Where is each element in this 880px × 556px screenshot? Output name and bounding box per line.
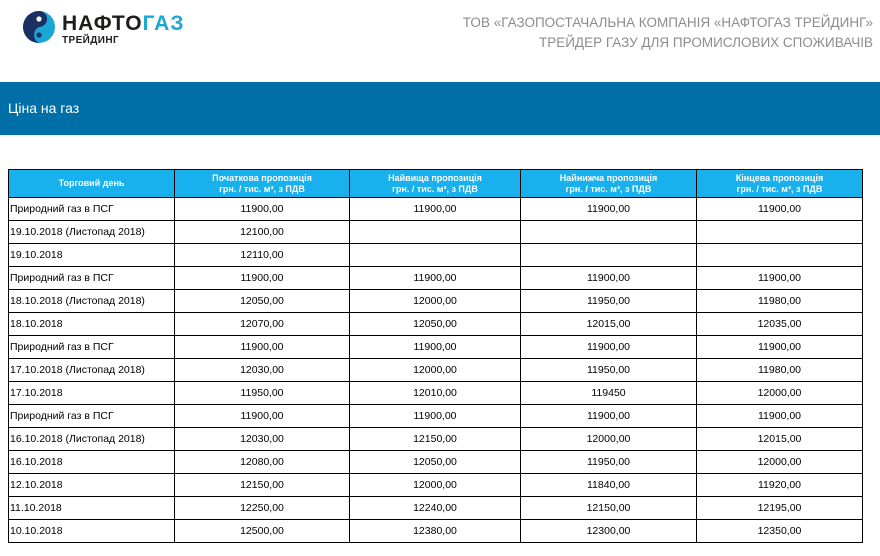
cell-initial-offer: 12030,00: [175, 359, 350, 382]
cell-final-offer: 12015,00: [697, 428, 863, 451]
cell-trading-day: 18.10.2018: [9, 313, 175, 336]
cell-highest-offer: 11900,00: [350, 267, 521, 290]
table-row: [9, 267, 863, 290]
cell-highest-offer: 12050,00: [350, 313, 521, 336]
cell-final-offer: 11900,00: [697, 405, 863, 428]
table-row: [9, 382, 863, 405]
cell-highest-offer: 12050,00: [350, 451, 521, 474]
cell-initial-offer: 12500,00: [175, 520, 350, 543]
cell-highest-offer: 12000,00: [350, 290, 521, 313]
column-header-highest-offer: [350, 170, 521, 198]
cell-final-offer: 11920,00: [697, 474, 863, 497]
site-header: [0, 0, 880, 82]
cell-final-offer: 11980,00: [697, 359, 863, 382]
cell-lowest-offer: 12015,00: [521, 313, 697, 336]
cell-initial-offer: 12100,00: [175, 221, 350, 244]
cell-highest-offer: 11900,00: [350, 336, 521, 359]
cell-initial-offer: 11950,00: [175, 382, 350, 405]
column-header-initial-offer: [175, 170, 350, 198]
cell-trading-day: 17.10.2018: [9, 382, 175, 405]
cell-initial-offer: 12110,00: [175, 244, 350, 267]
table-row: [9, 497, 863, 520]
table-row: [9, 244, 863, 267]
cell-highest-offer: [350, 221, 521, 244]
cell-trading-day: 10.10.2018: [9, 520, 175, 543]
column-unit: грн. / тис. м³, з ПДВ: [565, 183, 652, 194]
cell-final-offer: 11900,00: [697, 336, 863, 359]
table-row: [9, 359, 863, 382]
table-row: [9, 290, 863, 313]
column-unit: грн. / тис. м³, з ПДВ: [219, 183, 305, 194]
logo-main-text: НАФТО: [62, 12, 143, 35]
cell-lowest-offer: 12000,00: [521, 428, 697, 451]
cell-initial-offer: 11900,00: [175, 336, 350, 359]
naftogaz-flame-icon: [22, 10, 56, 44]
cell-lowest-offer: 11840,00: [521, 474, 697, 497]
cell-initial-offer: 12030,00: [175, 428, 350, 451]
cell-lowest-offer: 12150,00: [521, 497, 697, 520]
cell-lowest-offer: 11950,00: [521, 290, 697, 313]
page-title-bar: [0, 82, 880, 135]
cell-highest-offer: 12380,00: [350, 520, 521, 543]
column-header-final-offer: [697, 170, 863, 198]
cell-highest-offer: 11900,00: [350, 198, 521, 221]
cell-trading-day: 16.10.2018: [9, 451, 175, 474]
table-row: [9, 405, 863, 428]
cell-lowest-offer: 11900,00: [521, 267, 697, 290]
column-unit: грн. / тис. м³, з ПДВ: [736, 183, 823, 194]
table-row: [9, 428, 863, 451]
cell-highest-offer: 11900,00: [350, 405, 521, 428]
column-title: Найнижча пропозиція: [559, 172, 658, 183]
gas-price-table: [8, 169, 863, 543]
cell-trading-day: 11.10.2018: [9, 497, 175, 520]
cell-trading-day: 19.10.2018: [9, 244, 175, 267]
cell-lowest-offer: 11900,00: [521, 336, 697, 359]
cell-initial-offer: 11900,00: [175, 405, 350, 428]
table-body: [9, 198, 863, 543]
logo-accent-text: ГАЗ: [142, 12, 185, 35]
cell-trading-day: 17.10.2018 (Листопад 2018): [9, 359, 175, 382]
cell-lowest-offer: 11950,00: [521, 359, 697, 382]
cell-lowest-offer: 12300,00: [521, 520, 697, 543]
cell-lowest-offer: 119450: [521, 382, 697, 405]
cell-initial-offer: 12150,00: [175, 474, 350, 497]
table-row: [9, 451, 863, 474]
cell-lowest-offer: [521, 221, 697, 244]
cell-final-offer: 12000,00: [697, 451, 863, 474]
table-row: [9, 474, 863, 497]
table-header: [9, 170, 863, 198]
column-title: Кінцева пропозиція: [735, 172, 824, 183]
column-title: Початкова пропозиція: [212, 172, 312, 183]
cell-trading-day: Природний газ в ПСГ: [9, 405, 175, 428]
cell-final-offer: 11980,00: [697, 290, 863, 313]
company-tagline: ТРЕЙДЕР ГАЗУ ДЛЯ ПРОМИСЛОВИХ СПОЖИВАЧІВ: [538, 35, 873, 50]
naftogaz-trading-logo[interactable]: [22, 10, 202, 54]
table-row: [9, 198, 863, 221]
cell-trading-day: 16.10.2018 (Листопад 2018): [9, 428, 175, 451]
cell-lowest-offer: 11900,00: [521, 198, 697, 221]
cell-highest-offer: [350, 244, 521, 267]
cell-initial-offer: 12250,00: [175, 497, 350, 520]
column-unit: грн. / тис. м³, з ПДВ: [392, 183, 478, 194]
cell-final-offer: [697, 221, 863, 244]
page-title: Ціна на газ: [8, 100, 80, 116]
cell-final-offer: 12000,00: [697, 382, 863, 405]
cell-highest-offer: 12010,00: [350, 382, 521, 405]
cell-trading-day: 12.10.2018: [9, 474, 175, 497]
table-row: [9, 520, 863, 543]
cell-final-offer: 11900,00: [697, 198, 863, 221]
column-title: Торговий день: [58, 178, 125, 188]
company-name: ТОВ «ГАЗОПОСТАЧАЛЬНА КОМПАНІЯ «НАФТОГАЗ ТРЕЙДИНГ»: [462, 15, 873, 30]
cell-highest-offer: 12240,00: [350, 497, 521, 520]
table-header-row: [9, 170, 863, 198]
cell-trading-day: Природний газ в ПСГ: [9, 198, 175, 221]
cell-initial-offer: 11900,00: [175, 198, 350, 221]
cell-initial-offer: 12080,00: [175, 451, 350, 474]
cell-trading-day: 19.10.2018 (Листопад 2018): [9, 221, 175, 244]
cell-highest-offer: 12150,00: [350, 428, 521, 451]
logo-wordmark: [62, 13, 184, 35]
cell-final-offer: [697, 244, 863, 267]
cell-lowest-offer: 11950,00: [521, 451, 697, 474]
cell-trading-day: Природний газ в ПСГ: [9, 336, 175, 359]
cell-initial-offer: 12050,00: [175, 290, 350, 313]
cell-lowest-offer: 11900,00: [521, 405, 697, 428]
cell-final-offer: 11900,00: [697, 267, 863, 290]
cell-highest-offer: 12000,00: [350, 474, 521, 497]
cell-highest-offer: 12000,00: [350, 359, 521, 382]
column-title: Найвища пропозиція: [388, 172, 482, 183]
cell-final-offer: 12035,00: [697, 313, 863, 336]
cell-final-offer: 12350,00: [697, 520, 863, 543]
cell-initial-offer: 11900,00: [175, 267, 350, 290]
cell-trading-day: 18.10.2018 (Листопад 2018): [9, 290, 175, 313]
table-row: [9, 313, 863, 336]
logo-subtitle: ТРЕЙДИНГ: [62, 35, 120, 46]
cell-initial-offer: 12070,00: [175, 313, 350, 336]
company-info: [463, 13, 873, 53]
cell-lowest-offer: [521, 244, 697, 267]
cell-final-offer: 12195,00: [697, 497, 863, 520]
column-header-lowest-offer: [521, 170, 697, 198]
table-row: [9, 336, 863, 359]
table-row: [9, 221, 863, 244]
column-header-trading-day: [9, 170, 175, 198]
cell-trading-day: Природний газ в ПСГ: [9, 267, 175, 290]
